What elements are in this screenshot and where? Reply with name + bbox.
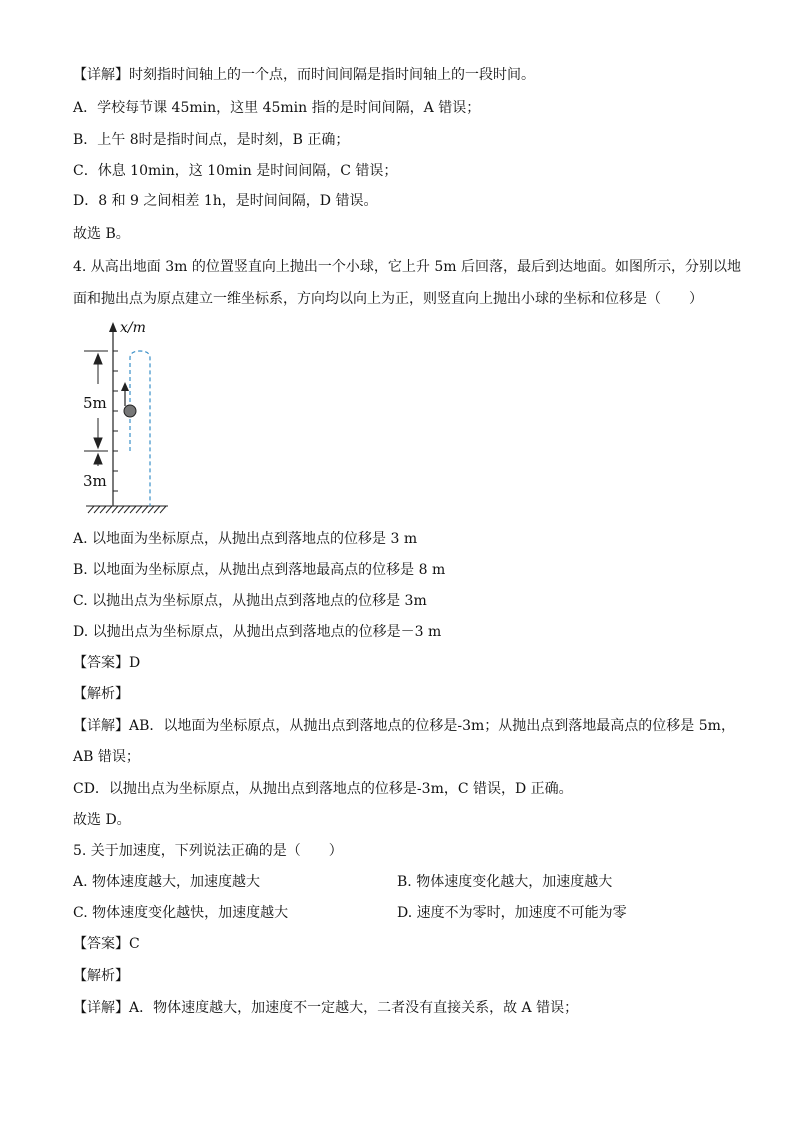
q5-option-c: C. 物体速度变化越快，加速度越大	[73, 905, 289, 921]
ground	[86, 506, 168, 513]
q4-detail-line-2: AB 错误；	[73, 749, 140, 765]
q3-analysis-d: D．8 和 9 之间相差 1h，是时间间隔，D 错误。	[73, 193, 378, 209]
q3-choice: 故选 B。	[73, 226, 130, 242]
q5-option-a: A. 物体速度越大，加速度越大	[73, 874, 261, 890]
q4-stem-line-1: 4. 从高出地面 3m 的位置竖直向上抛出一个小球，它上升 5m 后回落，最后到达地面。如图所示，分别以地	[73, 259, 741, 275]
q4-stem-line-2: 面和抛出点为原点建立一维坐标系，方向均以向上为正，则竖直向上抛出小球的坐标和位移是（ ）	[73, 291, 703, 307]
q3-detail: 【详解】时刻指时间轴上的一个点，而时间间隔是指时间轴上的一段时间。	[73, 67, 535, 83]
x-axis-arrow	[109, 322, 117, 332]
q4-analysis-heading: 【解析】	[73, 686, 129, 702]
q4-detail-line-1: 【详解】AB．以地面为坐标原点，从抛出点到落地点的位移是-3m；从抛出点到落地最高点的位移是 5m，	[73, 718, 735, 734]
q4-figure	[78, 316, 178, 520]
x-axis-label: x/m	[120, 320, 146, 336]
q4-answer: 【答案】D	[73, 655, 141, 671]
q3-analysis-b: B．上午 8时是指时间点，是时刻，B 正确；	[73, 132, 350, 148]
q5-detail-line-1: 【详解】A．物体速度越大，加速度不一定越大，二者没有直接关系，故 A 错误；	[73, 1000, 579, 1016]
q4-detail-line-3: CD．以抛出点为坐标原点，从抛出点到落地点的位移是-3m，C 错误，D 正确。	[73, 781, 573, 797]
q3-analysis-a: A．学校每节课 45min，这里 45min 指的是时间间隔，A 错误；	[73, 100, 481, 116]
q5-option-d: D. 速度不为零时，加速度不可能为零	[397, 905, 627, 921]
label-3m: 3m	[83, 472, 107, 490]
q4-option-b: B. 以地面为坐标原点，从抛出点到落地最高点的位移是 8 m	[73, 562, 446, 578]
q4-option-c: C. 以抛出点为坐标原点，从抛出点到落地点的位移是 3m	[73, 593, 427, 609]
q5-analysis-heading: 【解析】	[73, 968, 129, 984]
ball-trajectory	[130, 351, 150, 506]
label-5m: 5m	[83, 394, 107, 412]
q5-option-b: B. 物体速度变化越大，加速度越大	[397, 874, 613, 890]
q4-option-a: A. 以地面为坐标原点，从抛出点到落地点的位移是 3 m	[73, 531, 418, 547]
q3-analysis-c: C．休息 10min，这 10min 是时间间隔，C 错误；	[73, 163, 398, 179]
q5-stem: 5. 关于加速度，下列说法正确的是（ ）	[73, 843, 343, 859]
axis-ticks	[113, 351, 118, 491]
q4-option-d: D. 以抛出点为坐标原点，从抛出点到落地点的位移是－3 m	[73, 624, 442, 640]
q4-choice: 故选 D。	[73, 812, 131, 828]
q5-answer: 【答案】C	[73, 936, 140, 952]
ball	[124, 405, 136, 417]
